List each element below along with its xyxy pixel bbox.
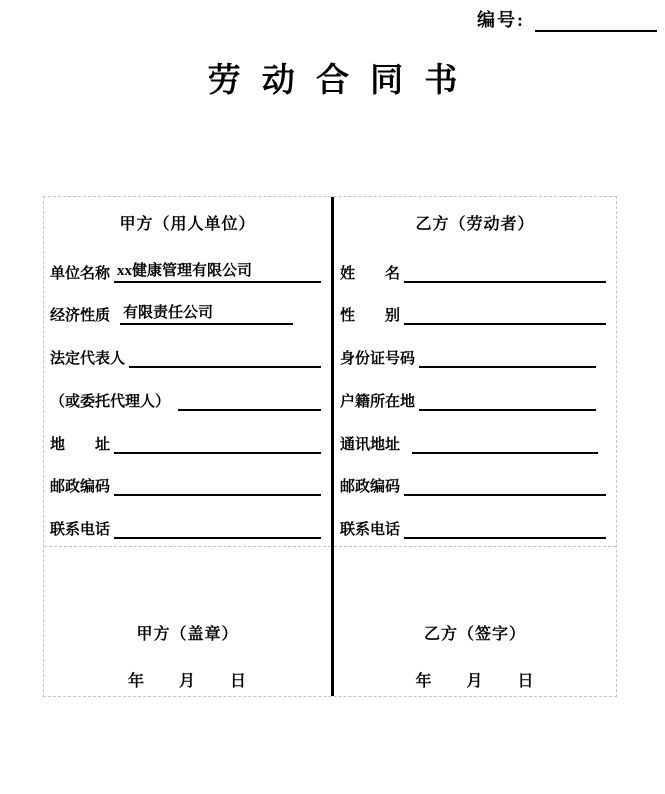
field-label: 经济性质 [50,308,111,325]
field-entrusted-agent [50,375,321,418]
field-blank[interactable] [178,388,321,411]
doc-number-label: 编号: [477,10,525,30]
party-b-sign-label: 乙方（签字） [423,626,526,643]
field-mailing-address [340,418,606,461]
party-a-column [44,197,331,696]
field-economic-type [50,290,321,333]
doc-number [477,9,657,32]
party-a-seal-label: 甲方（盖章） [136,626,239,643]
field-value [404,536,410,537]
field-blank[interactable] [419,388,596,411]
field-blank[interactable] [404,260,606,283]
field-legal-representative [50,332,321,375]
field-id-number [340,332,606,375]
field-phone-a [50,503,321,546]
doc-number-blank[interactable] [535,9,657,32]
field-blank[interactable] [114,516,321,539]
field-blank[interactable] [404,473,606,496]
field-phone-b [340,503,606,546]
field-label: 地 址 [50,436,111,453]
field-label: 法定代表人 [50,351,126,368]
field-value [114,451,120,452]
field-label: 通讯地址 [340,436,401,453]
field-label: 姓 名 [340,265,401,282]
field-value [404,280,410,281]
field-label: 身份证号码 [340,351,416,368]
field-blank[interactable] [114,260,321,283]
party-b-signature-block [334,546,616,696]
field-value [404,322,410,323]
field-label: 联系电话 [50,522,111,539]
field-value [419,408,425,409]
party-b-header: 乙方（劳动者） [415,215,535,233]
field-company-name [50,247,321,290]
field-label: 联系电话 [340,522,401,539]
field-blank[interactable] [114,473,321,496]
field-blank[interactable] [120,302,293,325]
field-blank[interactable] [419,345,596,368]
field-postal-code-a [50,461,321,504]
field-value: 有限责任公司 [123,305,214,322]
field-blank[interactable] [404,516,606,539]
field-name [340,247,606,290]
field-blank[interactable] [129,345,321,368]
field-value [404,493,410,494]
field-registered-residence [340,375,606,418]
party-b-fields [334,247,616,546]
party-a-signature-block [44,546,331,696]
doc-title: 劳 动 合 同 书 [207,61,464,98]
field-address [50,418,321,461]
field-value [129,365,135,366]
field-value [114,536,120,537]
field-value [419,365,425,366]
field-blank[interactable] [412,431,598,454]
party-b-column [334,197,616,696]
party-a-header: 甲方（用人单位） [119,215,256,233]
field-label: 单位名称 [50,265,111,282]
field-value: xx健康管理有限公司 [117,262,253,279]
field-value [114,493,120,494]
field-blank[interactable] [114,431,321,454]
party-a-fields [44,247,331,546]
field-value [412,451,418,452]
field-label: 户籍所在地 [340,393,416,410]
field-label: 邮政编码 [340,479,401,496]
party-b-date-line: 年 月 日 [415,673,535,690]
field-label: 性 别 [340,308,401,325]
field-value [178,408,184,409]
field-label: （或委托代理人） [50,393,171,410]
field-label: 邮政编码 [50,479,111,496]
field-postal-code-b [340,461,606,504]
party-a-date-line: 年 月 日 [127,673,247,690]
field-gender [340,290,606,333]
contract-info-table [43,196,617,697]
column-divider [331,197,334,696]
field-blank[interactable] [404,302,606,325]
